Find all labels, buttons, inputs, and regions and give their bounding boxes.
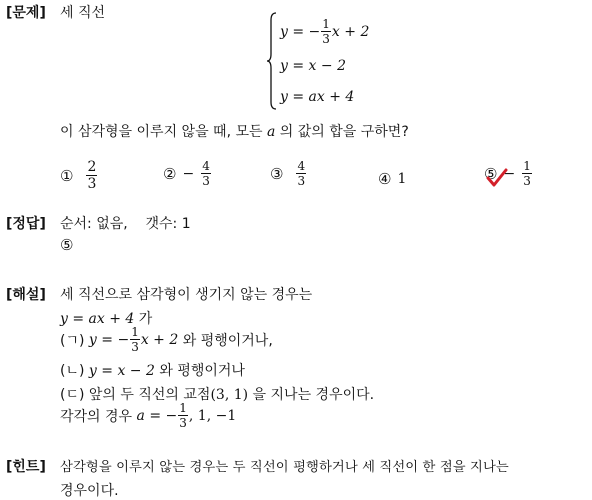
explanation-line-3: (ㄱ) y = − $\frac{1}{3}$ x + 2 와 평행이거나, bbox=[60, 325, 273, 354]
system-eq2: y = x − 2 bbox=[280, 58, 346, 74]
problem-label: [문제] bbox=[6, 5, 46, 21]
choice-4[interactable]: ④ 1 bbox=[378, 170, 407, 188]
explanation-line-6: 각각의 경우 a = − $\frac{1}{3}$ , 1, −1 bbox=[60, 401, 237, 430]
question-text: 이 삼각형을 이루지 않을 때, 모든 a 의 값의 합을 구하면? bbox=[60, 124, 409, 140]
system-brace bbox=[267, 12, 277, 110]
system-eq1: y = − $\frac{1}{3}$ x + 2 bbox=[280, 17, 370, 46]
choice-1[interactable]: ① $\frac{2}{3}$ bbox=[60, 159, 97, 192]
answer-meta: 순서: 없음, 갯수: 1 bbox=[60, 216, 191, 232]
choice-3[interactable]: ③ $\frac{4}{3}$ bbox=[270, 159, 306, 188]
explanation-line-4: (ㄴ) y = x − 2 와 평행이거나 bbox=[60, 363, 245, 379]
answer-label: [정답] bbox=[6, 216, 46, 232]
answer-value: ⑤ bbox=[60, 236, 74, 254]
system-eq3: y = ax + 4 bbox=[280, 89, 355, 105]
explanation-label: [해설] bbox=[6, 287, 46, 303]
explanation-line-5: (ㄷ) 앞의 두 직선의 교점(3, 1) 을 지나는 경우이다. bbox=[60, 387, 375, 403]
check-mark-icon bbox=[486, 168, 508, 188]
hint-line-1: 삼각형을 이루지 않는 경우는 두 직선이 평행하거나 세 직선이 한 점을 지나는 bbox=[60, 460, 509, 475]
explanation-line-1: 세 직선으로 삼각형이 생기지 않는 경우는 bbox=[60, 287, 313, 303]
hint-label: [힌트] bbox=[6, 459, 46, 475]
hint-line-2: 경우이다. bbox=[60, 483, 119, 499]
choice-2[interactable]: ② − $\frac{4}{3}$ bbox=[163, 159, 210, 188]
choice-5[interactable]: ⑤ − $\frac{1}{3}$ bbox=[484, 159, 531, 188]
explanation-line-2: y = ax + 4 가 bbox=[60, 311, 153, 327]
problem-intro: 세 직선 bbox=[60, 5, 106, 21]
